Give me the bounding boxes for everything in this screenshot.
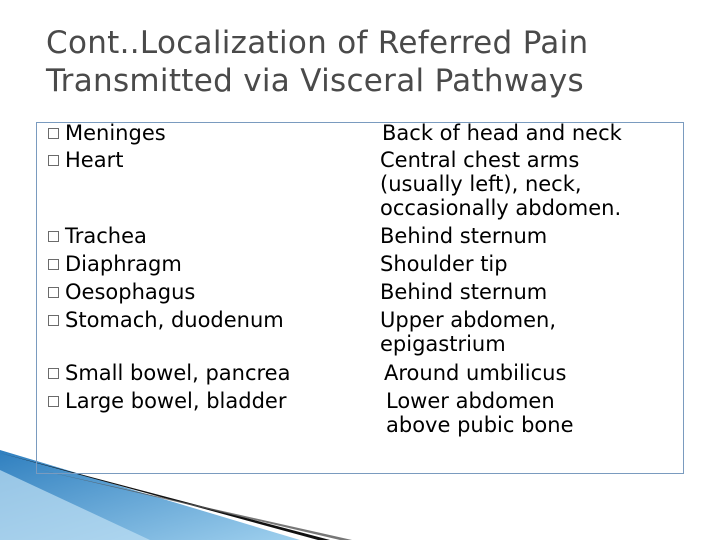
organ-label: Diaphragm bbox=[65, 252, 182, 276]
organ-label: Stomach, duodenum bbox=[65, 308, 284, 332]
pain-site-text: Back of head and neck bbox=[382, 121, 622, 145]
bullet-icon bbox=[48, 315, 59, 326]
bullet-icon bbox=[48, 368, 59, 379]
pain-site-text: Behind sternum bbox=[380, 280, 548, 304]
bullet-icon bbox=[48, 128, 59, 139]
organ-item bbox=[48, 120, 166, 146]
bullet-icon bbox=[48, 231, 59, 242]
title-line-1: Cont..Localization of Referred Pain bbox=[46, 25, 589, 61]
pain-site-text: Central chest arms bbox=[380, 148, 580, 172]
organ-label: Meninges bbox=[65, 121, 166, 145]
gray-wedge bbox=[40, 470, 352, 540]
title-line-2: Transmitted via Visceral Pathways bbox=[46, 63, 584, 99]
pain-site-text: Shoulder tip bbox=[380, 252, 508, 276]
light-blue-wedge bbox=[0, 470, 150, 540]
pain-site-text: occasionally abdomen. bbox=[380, 196, 622, 220]
organ-label: Large bowel, bladder bbox=[65, 389, 287, 413]
bullet-icon bbox=[48, 259, 59, 270]
organ-item bbox=[48, 223, 147, 249]
organ-item bbox=[48, 147, 123, 173]
organ-item bbox=[48, 360, 290, 386]
pain-site-text: Around umbilicus bbox=[384, 361, 567, 385]
pain-site-text: (usually left), neck, bbox=[380, 172, 582, 196]
bullet-icon bbox=[48, 155, 59, 166]
organ-label: Trachea bbox=[65, 224, 147, 248]
bullet-icon bbox=[48, 396, 59, 407]
bullet-icon bbox=[48, 287, 59, 298]
pain-site-text: Behind sternum bbox=[380, 224, 548, 248]
organ-item bbox=[48, 279, 195, 305]
organ-label: Oesophagus bbox=[65, 280, 196, 304]
organ-label: Small bowel, pancrea bbox=[65, 361, 291, 385]
pain-site-text: Lower abdomen bbox=[386, 389, 555, 413]
pain-site-text: epigastrium bbox=[380, 332, 506, 356]
organ-label: Heart bbox=[65, 148, 124, 172]
pain-site-text: above pubic bone bbox=[386, 413, 574, 437]
pain-site-text: Upper abdomen, bbox=[380, 308, 556, 332]
organ-item bbox=[48, 388, 286, 414]
organ-item bbox=[48, 307, 284, 333]
slide-title bbox=[46, 24, 696, 100]
organ-item bbox=[48, 251, 182, 277]
